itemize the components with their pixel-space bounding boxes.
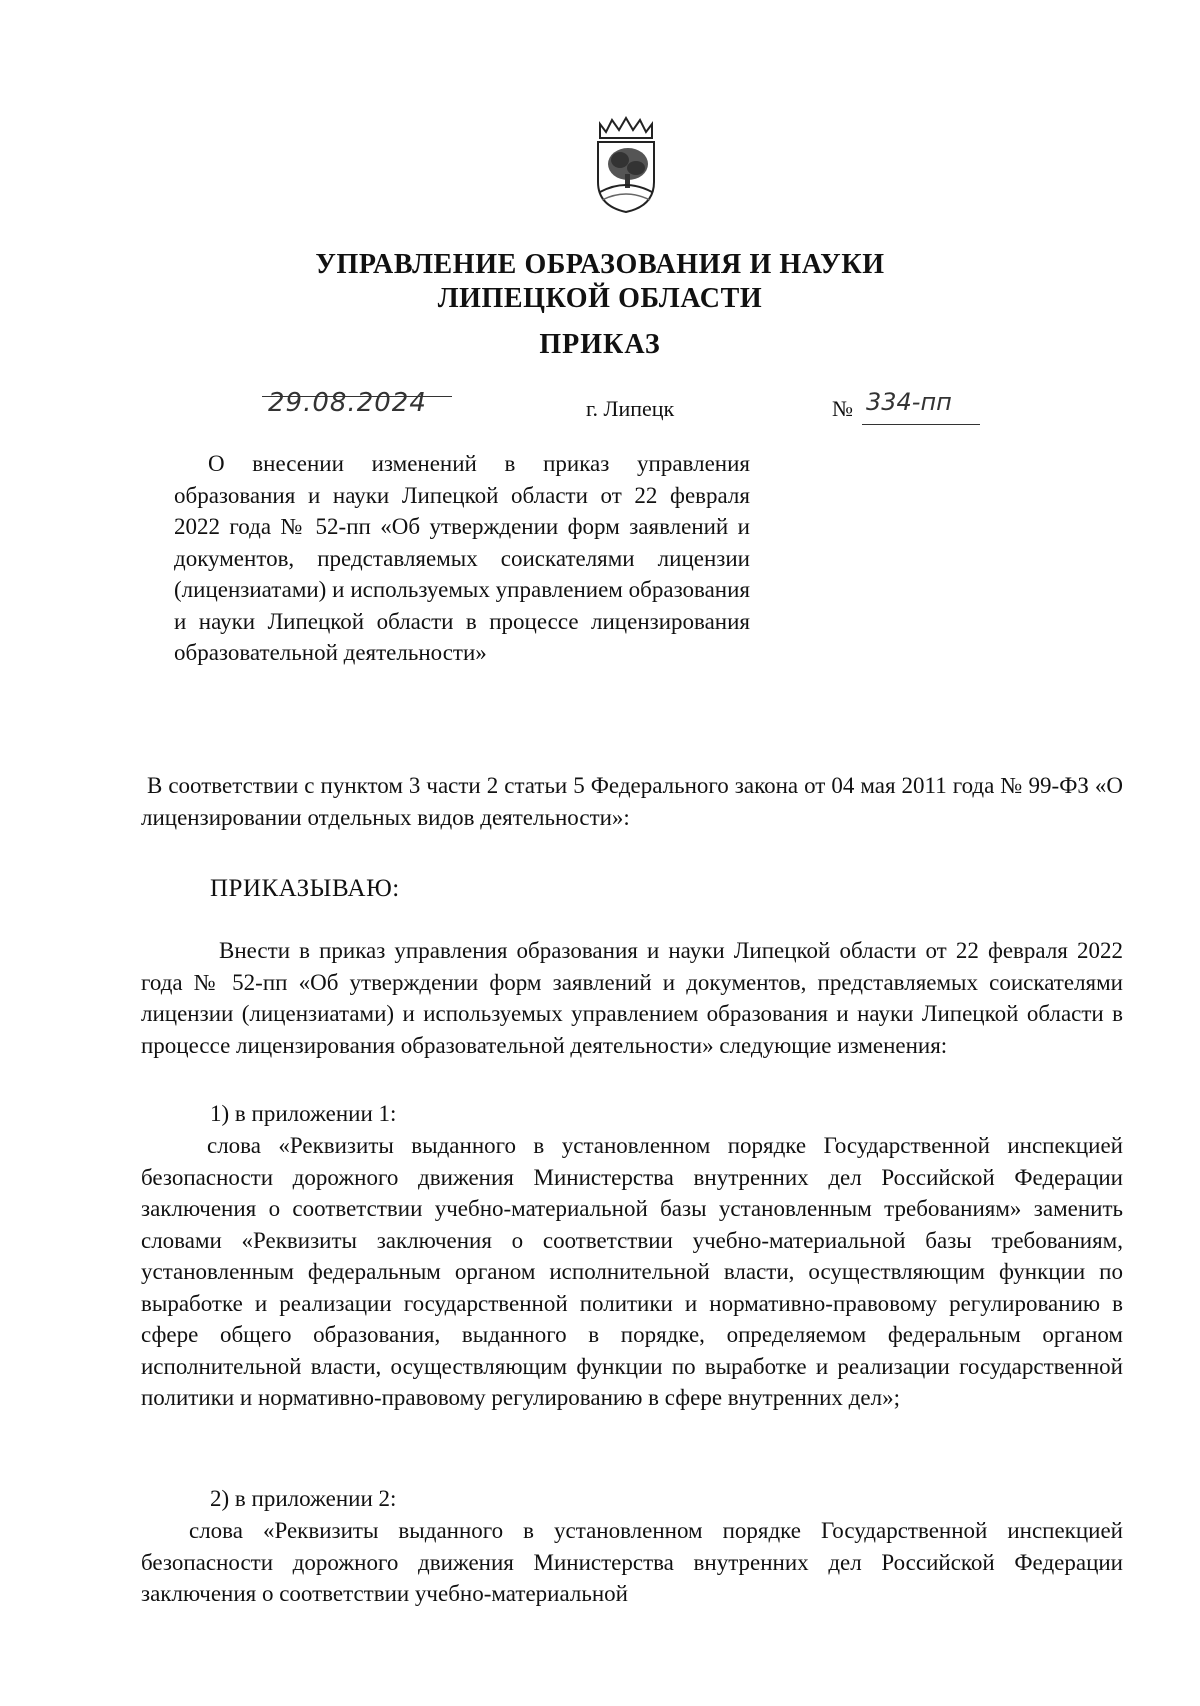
order-word: ПРИКАЗЫВАЮ: xyxy=(210,875,400,902)
handwritten-order-number: 334-пп xyxy=(866,388,952,416)
number-underline xyxy=(862,424,980,425)
handwritten-date: 29.08.2024 xyxy=(268,388,427,418)
document-type: ПРИКАЗ xyxy=(539,329,661,360)
legal-basis-paragraph: В соответствии с пунктом 3 части 2 статьи 5 Федерального закона от 04 мая 2011 года № 99-ФЗ «О лицензировании отдельных видов деятельности»: xyxy=(141,773,1123,830)
item-2-text: слова «Реквизиты выданного в установленном порядке Государственной инспекцией безопасности дорожного движения Министерства внутренних дел Российской Федерации заключения о соответствии учебно-материальной xyxy=(141,1518,1123,1606)
item-2-label: 2) в приложении 2: xyxy=(210,1486,397,1511)
item-1-text: слова «Реквизиты выданного в установленном порядке Государственной инспекцией безопасности дорожного движения Министерства внутренних дел Российской Федерации заключения о соответствии учебно-материальной базы установленным требованиям» заменить словами «Реквизиты заключения о соответствии учебно-материальной базы требованиям, установленным федеральным органом исполнительной власти, осуществляющим функции по выработке и реализации государственной политики и нормативно-правовому регулированию в сфере общего образования, выданного в порядке, определяемом федеральным органом исполнительной власти, осуществляющим функции по выработке и реализации государственной политики и нормативно-правовому регулированию в сфере внутренних дел»; xyxy=(141,1133,1123,1410)
coat-of-arms-emblem xyxy=(592,116,660,214)
number-label: № xyxy=(832,396,853,421)
item-1-label: 1) в приложении 1: xyxy=(210,1101,397,1126)
city-name: г. Липецк xyxy=(586,396,675,421)
organization-name-line2: ЛИПЕЦКОЙ ОБЛАСТИ xyxy=(437,283,763,314)
intro-paragraph: Внести в приказ управления образования и науки Липецкой области от 22 февраля 2022 года № 52-пп «Об утверждении форм заявлений и документов, представляемых соискателями лицензии (лицензиатами) и используемых управлением образования и науки Липецкой области в процессе лицензирования образовательной деятельности» следующие изменения: xyxy=(141,938,1123,1058)
document-subject: О внесении изменений в приказ управления образования и науки Липецкой области от 22 февраля 2022 года № 52-пп «Об утверждении форм заявлений и документов, представляемых соискателями лицензии (лицензиатами) и используемых управлением образования и науки Липецкой области в процессе лицензирования образовательной деятельности» xyxy=(174,451,750,665)
organization-name-line1: УПРАВЛЕНИЕ ОБРАЗОВАНИЯ И НАУКИ xyxy=(315,249,885,280)
